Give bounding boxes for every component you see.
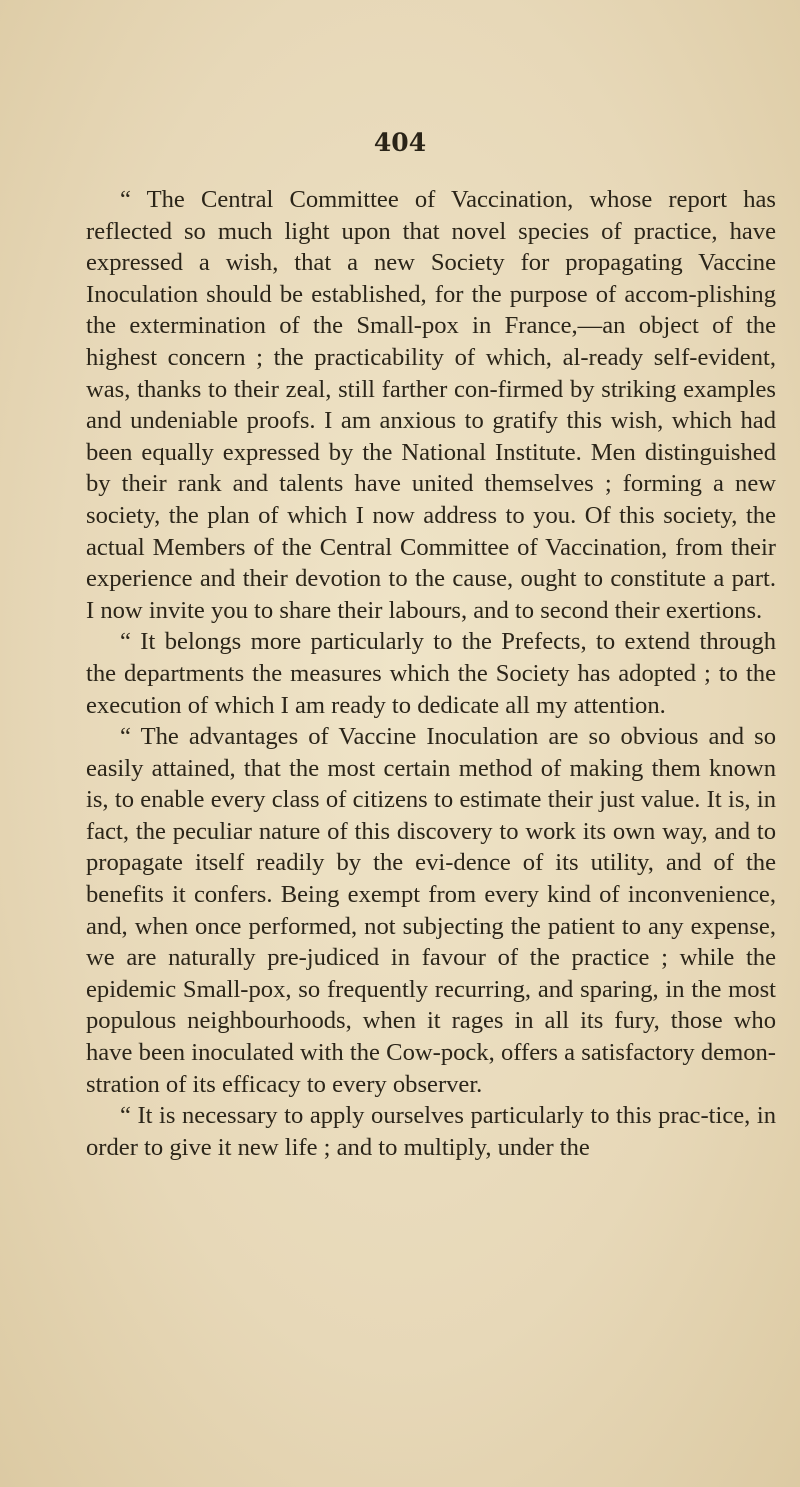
page-body: [86, 184, 776, 1163]
page-number: 404: [373, 128, 427, 157]
paragraph-prefects: “ It belongs more particularly to the Prefects, to extend through the departments the measures which the Society has adopted ; to the execution of which I am ready to dedicate all my attention.: [86, 628, 776, 719]
paragraph-advantages: “ The advantages of Vaccine Inoculation are so obvious and so easily attained, that the most certain method of making them known is, to enable every class of citizens to estimate their just value. It is, in fact, the peculiar nature of this discovery to work its own way, and to propagate itself readily by the evi-dence of its utility, and of the benefits it confers. Being exempt from every kind of inconvenience, and, when once performed, not subjecting the patient to any expense, we are naturally pre-judiced in favour of the practice ; while the epidemic Small-pox, so frequently recurring, and sparing, in the most populous neighbourhoods, when it rages in all its fury, those who have been inoculated with the Cow-pock, offers a satisfactory demon-stration of its efficacy to every observer.: [86, 723, 776, 1098]
paragraph-vaccination-committee: “ The Central Committee of Vaccination, whose report has reflected so much light upon that novel species of practice, have expressed a wish, that a new Society for propagating Vaccine Inoculation should be established, for the purpose of accom-plishing the extermination of the Small-pox in France,—an object of the highest concern ; the practicability of which, al-ready self-evident, was, thanks to their zeal, still farther con-firmed by striking examples and undeniable proofs. I am anxious to gratify this wish, which had been equally expressed by the National Institute. Men distinguished by their rank and talents have united themselves ; forming a new society, the plan of which I now address to you. Of this society, the actual Members of the Central Committee of Vaccination, from their experience and their devotion to the cause, ought to constitute a part. I now invite you to share their labours, and to second their exertions.: [86, 186, 776, 624]
paragraph-necessity: “ It is necessary to apply ourselves particularly to this prac-tice, in order to give it new life ; and to multiply, under the: [86, 1102, 776, 1161]
